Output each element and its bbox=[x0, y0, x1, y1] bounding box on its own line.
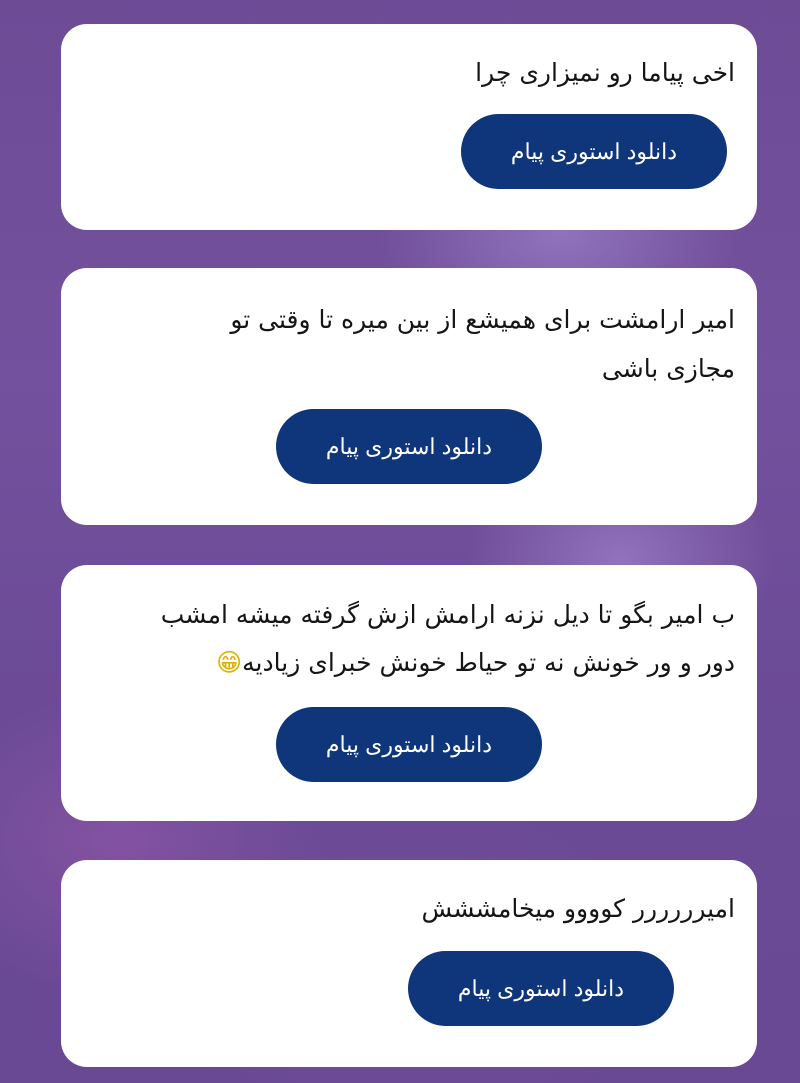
message-text: امیرررررر کوووو میخامششش bbox=[421, 894, 735, 923]
message-text-line-2: مجازی باشی bbox=[601, 354, 735, 383]
message-text-line-2-text: دور و ور خونش نه تو حیاط خونش خبرای زیادیه bbox=[242, 648, 735, 677]
download-story-button[interactable]: دانلود استوری پیام bbox=[461, 114, 727, 189]
download-story-button[interactable]: دانلود استوری پیام bbox=[276, 707, 542, 782]
download-story-button[interactable]: دانلود استوری پیام bbox=[408, 951, 674, 1026]
message-text: اخی پیاما رو نمیزاری چرا bbox=[475, 58, 735, 87]
grinning-face-emoji-icon: 😁 bbox=[216, 648, 243, 677]
message-card bbox=[61, 268, 757, 525]
download-story-button[interactable]: دانلود استوری پیام bbox=[276, 409, 542, 484]
message-text-line-1: امیر ارامشت برای همیشع از بین میره تا وقتی تو bbox=[230, 305, 735, 334]
message-card bbox=[61, 24, 757, 230]
message-text-line-1: ب امیر بگو تا دیل نزنه ارامش ازش گرفته میشه امشب bbox=[160, 600, 735, 629]
message-card bbox=[61, 565, 757, 821]
message-card bbox=[61, 860, 757, 1067]
message-text-line-2 bbox=[216, 640, 735, 686]
